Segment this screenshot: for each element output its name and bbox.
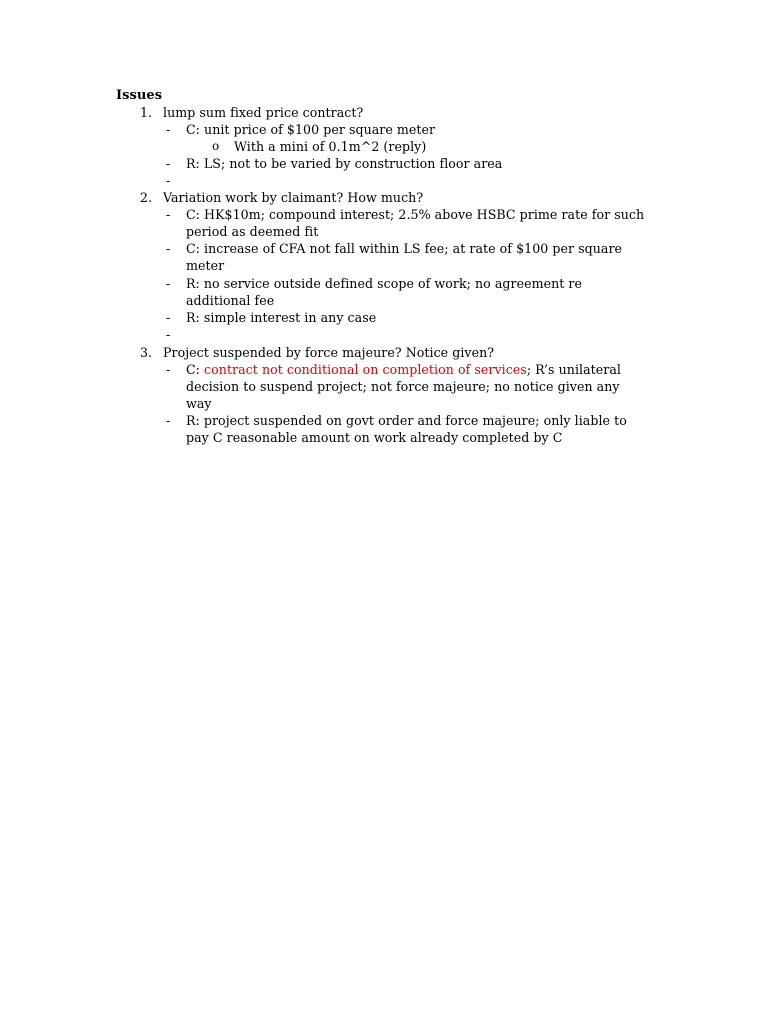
point-prefix: C: bbox=[186, 362, 205, 377]
point-text: C: unit price of $100 per square meter bbox=[186, 122, 436, 137]
point-text bbox=[186, 361, 621, 378]
point-text-continued: meter bbox=[186, 258, 225, 273]
dash-marker: - bbox=[166, 122, 171, 137]
point-text: R: project suspended on govt order and force majeure; only liable to bbox=[186, 413, 627, 428]
point-text: R: no service outside defined scope of work; no agreement re bbox=[186, 276, 582, 291]
point-text: C: increase of CFA not fall within LS fee; at rate of $100 per square bbox=[186, 241, 623, 256]
point-suffix: ; R’s unilateral bbox=[526, 362, 621, 377]
point-text-continued: additional fee bbox=[186, 293, 275, 308]
item-title: Variation work by claimant? How much? bbox=[163, 190, 424, 205]
dash-marker: - bbox=[166, 362, 171, 377]
dash-marker: - bbox=[166, 276, 171, 291]
sub-point-text: With a mini of 0.1m^2 (reply) bbox=[234, 139, 427, 154]
dash-marker: - bbox=[166, 327, 171, 342]
bullet-marker: o bbox=[212, 139, 220, 153]
dash-marker: - bbox=[166, 241, 171, 256]
dash-marker: - bbox=[166, 173, 171, 188]
item-number: 2. bbox=[140, 190, 153, 205]
dash-marker: - bbox=[166, 207, 171, 222]
item-number: 1. bbox=[140, 105, 153, 120]
point-text-continued: way bbox=[186, 396, 212, 411]
item-title: lump sum fixed price contract? bbox=[163, 105, 364, 120]
highlighted-text: contract not conditional on completion of services bbox=[204, 362, 527, 377]
dash-marker: - bbox=[166, 310, 171, 325]
item-number: 3. bbox=[140, 345, 153, 360]
dash-marker: - bbox=[166, 156, 171, 171]
heading: Issues bbox=[116, 88, 163, 103]
point-text-continued: pay C reasonable amount on work already completed by C bbox=[186, 430, 563, 445]
item-title: Project suspended by force majeure? Notice given? bbox=[163, 345, 495, 360]
point-text: C: HK$10m; compound interest; 2.5% above HSBC prime rate for such bbox=[186, 207, 645, 222]
point-text: R: simple interest in any case bbox=[186, 310, 377, 325]
point-text: R: LS; not to be varied by construction floor area bbox=[186, 156, 503, 171]
point-text-continued: period as deemed fit bbox=[186, 224, 319, 239]
dash-marker: - bbox=[166, 413, 171, 428]
point-text-continued: decision to suspend project; not force majeure; no notice given any bbox=[186, 379, 620, 394]
